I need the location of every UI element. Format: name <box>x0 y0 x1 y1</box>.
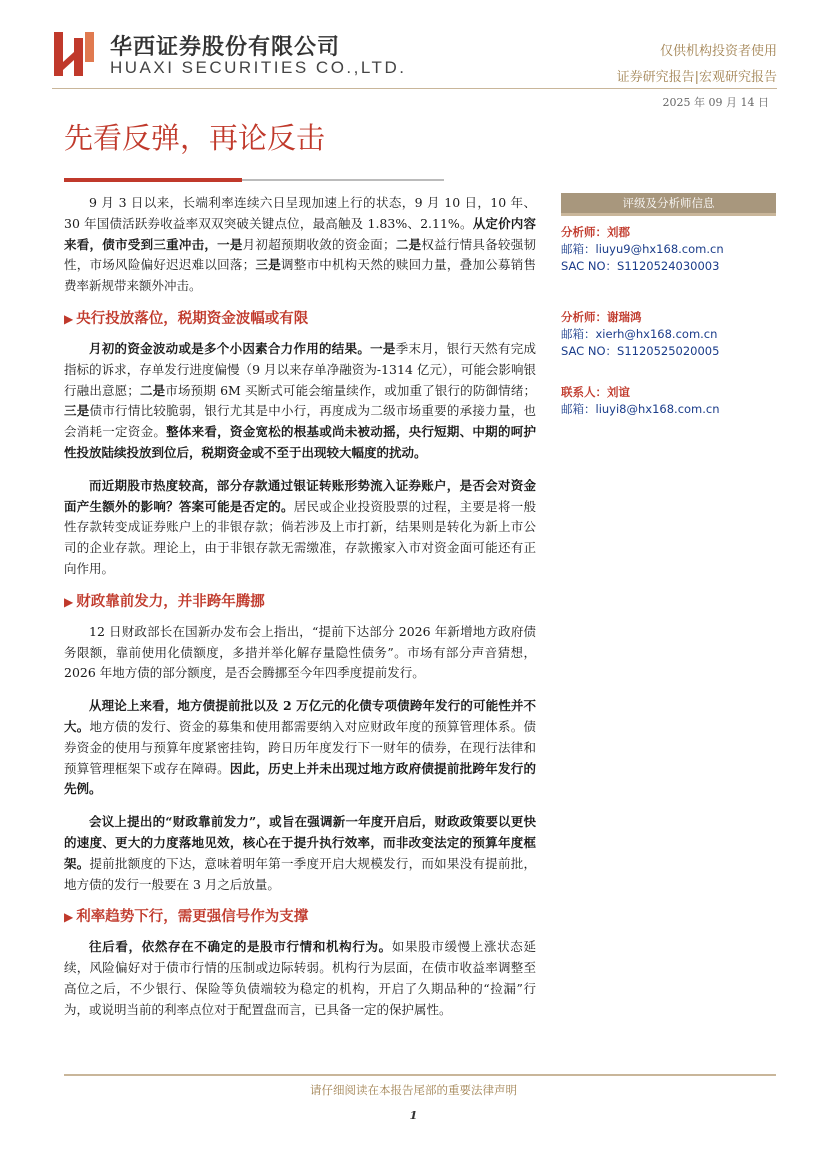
paragraph: 12 日财政部长在国新办发布会上指出，“提前下达部分 2026 年新增地方政府债务限额，靠前使用化债额度，多措并举化解存量隐性债务”。市场有部分声音猜想，2026 年地方债的部分额度，是否会腾挪至今年四季度提前发行。 <box>64 623 536 681</box>
triangle-bullet-icon: ▶ <box>64 594 74 609</box>
section-heading: ▶ 央行投放落位，税期资金波幅或有限 <box>64 309 309 327</box>
analyst-block <box>561 224 776 275</box>
analyst-name: 分析师：谢瑞鸿 <box>561 310 642 324</box>
analyst-email-link[interactable]: xierh@hx168.com.cn <box>595 327 718 341</box>
triangle-bullet-icon: ▶ <box>64 311 74 326</box>
analyst-sidebar <box>561 193 776 418</box>
email-label: 邮箱： <box>561 402 596 416</box>
triangle-bullet-icon: ▶ <box>64 910 74 925</box>
paragraph: 会议上提出的“财政靠前发力”，或旨在强调新一年度开启后，财政政策要以更快的速度、更大的力度落地见效，核心在于提升执行效率，而非改变法定的预算年度框架。提前批额度的下达，意味着明年第一季度开启大规模发行，而如果没有提前批，地方债的发行一般要在 3 月之后放量。 <box>64 814 536 892</box>
analyst-block <box>561 309 776 360</box>
analyst-sac: SAC NO：S1120524030003 <box>561 259 720 273</box>
contact-name: 联系人：刘谊 <box>561 385 630 399</box>
company-logo-icon <box>52 32 96 76</box>
paragraph: 而近期股市热度较高，部分存款通过银证转账形势流入证券账户，是否会对资金面产生额外的影响？答案可能是否定的。居民或企业投资股票的过程，主要是将一般性存款转变成证券账户上的非银存款；倘若涉及上市打新，结果则是转化为新上市公司的企业存款。理论上，由于非银存款无需缴准，存款搬家入市对资金面可能还有正向作用。 <box>64 477 536 576</box>
contact-block <box>561 384 776 418</box>
email-label: 邮箱： <box>561 242 596 256</box>
email-label: 邮箱： <box>561 327 596 341</box>
paragraph: 月初的资金波动或是多个小因素合力作用的结果。一是季末月，银行天然有完成指标的诉求，存单发行进度偏慢（9 月以来存单净融资为-1314 亿元），可能会影响银行融出意愿；二是市场预期 6M 买断式可能会缩量续作，或加重了银行的防御情绪；三是债市行情比较脆弱，银行尤其是中小行，再度成为二级市场重要的承接力量，也会消耗一定资金。整体来看，资金宽松的根基或尚未被动摇，央行短期、中期的呵护性投放陆续投放到位后，税期资金或不至于出现较大幅度的扰动。 <box>64 340 536 460</box>
company-name-en: HUAXI SECURITIES CO.,LTD. <box>110 58 407 77</box>
footer-divider <box>64 1074 776 1076</box>
main-content <box>64 193 536 1033</box>
section-heading: ▶ 财政靠前发力，并非跨年腾挪 <box>64 592 265 610</box>
report-date: 2025 年 09 月 14 日 <box>662 96 769 109</box>
contact-email-link[interactable]: liuyi8@hx168.com.cn <box>595 402 720 416</box>
report-type: 证券研究报告|宏观研究报告 <box>616 70 777 85</box>
header-divider <box>52 88 777 89</box>
intro-paragraph: 9 月 3 日以来，长端利率连续六日呈现加速上行的状态，9 月 10 日，10 年、30 年国债活跃券收益率双双突破关键点位，最高触及 1.83%、2.11%。从定价内容来看，债市受到三重冲击，一是月初超预期收敛的资金面；二是权益行情具备较强韧性，市场风险偏好迟迟难以回落；三是调整市中机构天然的赎回力量，叠加公募销售费率新规带来额外冲击。 <box>64 195 536 294</box>
legal-notice: 请仔细阅读在本报告尾部的重要法律声明 <box>310 1083 517 1097</box>
paragraph: 往后看，依然存在不确定的是股市行情和机构行为。如果股市缓慢上涨状态延续，风险偏好对于债市行情的压制或边际转弱。机构行为层面，在债市收益率调整至高位之后，不少银行、保险等负债端较为稳定的机构，开启了久期品种的“捡漏”行为，或说明当前的利率点位对于配置盘而言，已具备一定的保护属性。 <box>64 939 536 1017</box>
report-title: 先看反弹，再论反击 <box>64 121 326 155</box>
page-number: 1 <box>409 1108 418 1122</box>
audience-note: 仅供机构投资者使用 <box>659 44 777 59</box>
analyst-name: 分析师：刘郡 <box>561 225 630 239</box>
analyst-sac: SAC NO：S1120525020005 <box>561 344 720 358</box>
paragraph: 从理论上来看，地方债提前批以及 2 万亿元的化债专项债跨年发行的可能性并不大。地方债的发行、资金的募集和使用都需要纳入对应财政年度的预算管理体系。债券资金的使用与预算年度紧密挂钩，跨日历年度发行下一财年的债券，在现行法律和预算管理框架下或存在障碍。因此，历史上并未出现过地方政府债提前批跨年发行的先例。 <box>64 698 536 797</box>
company-name-cn: 华西证券股份有限公司 <box>110 35 341 60</box>
title-underline <box>64 178 444 182</box>
section-heading: ▶ 利率趋势下行，需更强信号作为支撑 <box>64 908 309 926</box>
analyst-email-link[interactable]: liuyu9@hx168.com.cn <box>595 242 724 256</box>
sidebar-header: 评级及分析师信息 <box>561 193 776 216</box>
